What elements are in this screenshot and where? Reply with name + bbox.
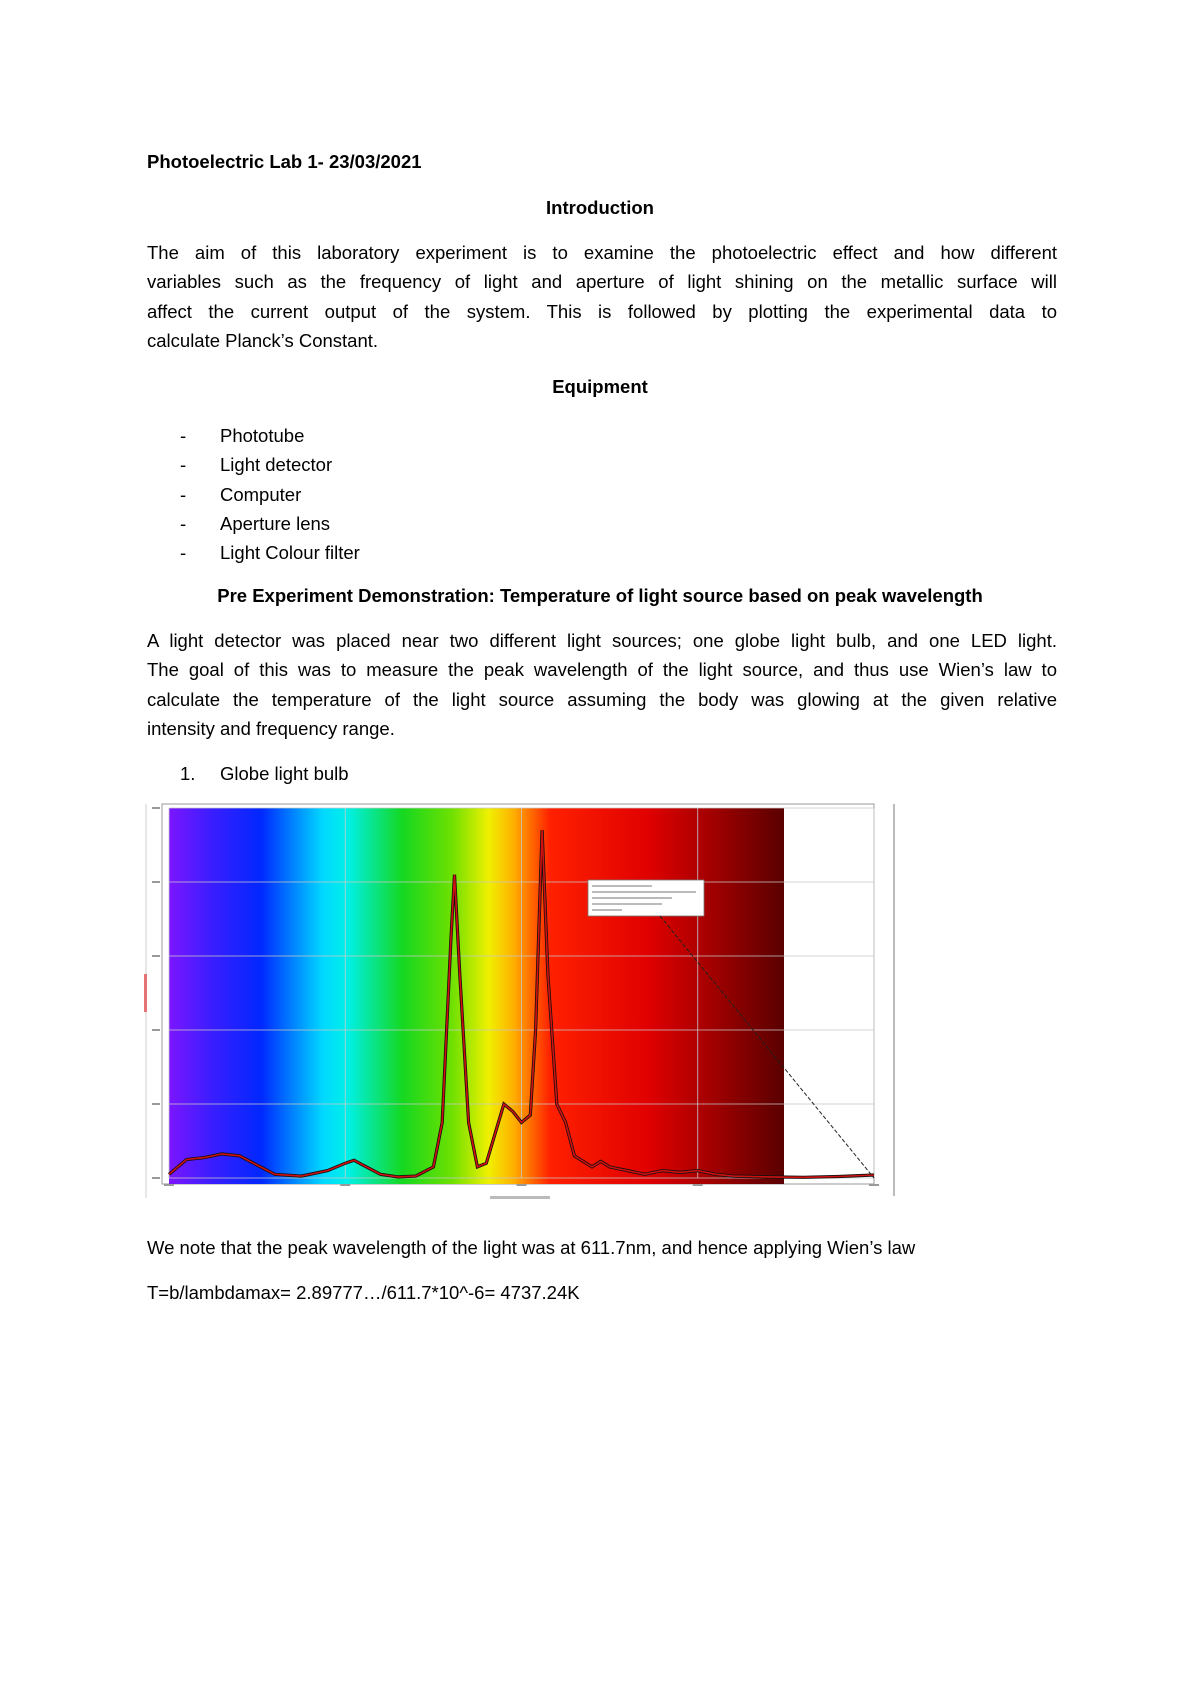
paragraph-line: A light detector was placed near two different light sources; one globe light bulb, and one LED light. <box>147 630 1057 651</box>
x-tick-label <box>340 1184 350 1186</box>
paragraph-line: affect the current output of the system. This is followed by plotting the experimental data to <box>147 300 1057 322</box>
formula-line: T=b/lambdamax= 2.89777…/611.7*10^-6= 4737.24K <box>147 1282 580 1303</box>
paragraph-line: The goal of this was to measure the peak wavelength of the light source, and thus use Wien’s law to <box>147 659 1057 681</box>
spectrum-chart-svg <box>140 796 900 1210</box>
introduction-paragraph <box>147 238 1057 355</box>
paragraph-line: calculate the temperature of the light source assuming the body was glowing at the given relative <box>147 688 1057 710</box>
x-axis-label <box>490 1196 550 1199</box>
spectrum-background <box>169 808 784 1184</box>
bullet-dash: - <box>180 483 187 505</box>
document-title: Photoelectric Lab 1- 23/03/2021 <box>147 151 422 172</box>
list-item <box>180 509 360 538</box>
y-tick-label <box>152 1103 160 1105</box>
equipment-list <box>180 421 360 567</box>
list-item-label: Phototube <box>220 425 305 446</box>
y-tick-label <box>152 1029 160 1031</box>
spectrum-chart <box>140 796 900 1210</box>
list-item <box>180 538 360 567</box>
y-tick-label <box>152 807 160 809</box>
paragraph-line: calculate Planck’s Constant. <box>147 329 379 351</box>
y-axis-label <box>144 974 147 1012</box>
item-label: Globe light bulb <box>220 763 349 784</box>
list-item <box>180 480 360 509</box>
y-tick-label <box>152 881 160 883</box>
list-item-label: Aperture lens <box>220 512 331 534</box>
list-item <box>180 421 360 450</box>
bullet-dash: - <box>180 454 187 476</box>
bullet-dash: - <box>180 425 187 446</box>
bullet-dash: - <box>180 512 187 534</box>
readout-box <box>588 880 704 916</box>
x-tick-label <box>517 1184 527 1186</box>
x-tick-label <box>164 1184 174 1186</box>
paragraph-line: The aim of this laboratory experiment is to examine the photoelectric effect and how different <box>147 242 1057 263</box>
bullet-dash: - <box>180 542 187 564</box>
pre-experiment-heading: Pre Experiment Demonstration: Temperature of light source based on peak wavelength <box>217 585 983 606</box>
equipment-heading: Equipment <box>552 376 648 397</box>
pre-experiment-paragraph <box>147 626 1057 743</box>
item-number: 1. <box>180 763 196 784</box>
introduction-heading: Introduction <box>546 197 654 218</box>
list-item-label: Computer <box>220 483 302 505</box>
note-paragraph: We note that the peak wavelength of the light was at 611.7nm, and hence applying Wien’s law <box>147 1237 916 1258</box>
x-tick-label <box>869 1184 879 1186</box>
list-item-label: Light Colour filter <box>220 542 360 564</box>
y-tick-label <box>152 1177 160 1179</box>
y-tick-label <box>152 955 160 957</box>
list-item <box>180 450 360 479</box>
x-tick-label <box>693 1184 703 1186</box>
numbered-item <box>180 763 349 785</box>
paragraph-line: intensity and frequency range. <box>147 717 395 739</box>
list-item-label: Light detector <box>220 454 333 476</box>
paragraph-line: variables such as the frequency of light and aperture of light shining on the metallic surface will <box>147 271 1057 293</box>
